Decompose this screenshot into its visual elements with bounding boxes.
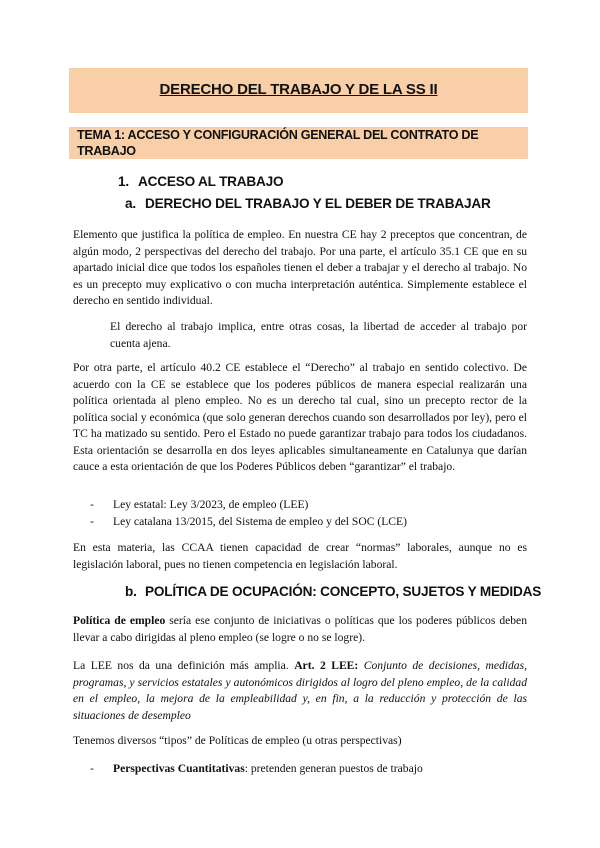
- section-number: 1.: [118, 174, 129, 189]
- subsection-number: b.: [125, 584, 137, 599]
- topic-title-banner: [69, 127, 528, 159]
- article-reference: Art. 2 LEE:: [294, 659, 359, 672]
- paragraph: Tenemos diversos “tipos” de Políticas de empleo (u otras perspectivas): [73, 734, 402, 747]
- topic-title: TEMA 1: ACCESO Y CONFIGURACIÓN GENERAL DEL CONTRATO DE TRABAJO: [77, 127, 479, 158]
- main-title-banner: [69, 68, 528, 113]
- paragraph-definition: [73, 658, 527, 724]
- document-title: DERECHO DEL TRABAJO Y DE LA SS II: [159, 81, 438, 99]
- paragraph-text: La LEE nos da una definición más amplia.: [73, 659, 295, 672]
- list-item: - Ley estatal: Ley 3/2023, de empleo (LEE): [90, 497, 407, 514]
- list-item-text: : pretenden generan puestos de trabajo: [244, 762, 423, 775]
- section-title: ACCESO AL TRABAJO: [138, 174, 284, 189]
- paragraph-text: sería ese conjunto de iniciativas o políticas que los poderes públicos deben llevar a cabo dirigidas al pleno empleo (se logre o no se logre).: [73, 614, 527, 644]
- section-heading-acceso: [118, 174, 283, 191]
- perspectives-list: [90, 761, 423, 778]
- subsection-title: DERECHO DEL TRABAJO Y EL DEBER DE TRABAJAR: [145, 196, 491, 211]
- subsection-title: POLÍTICA DE OCUPACIÓN: CONCEPTO, SUJETOS Y MEDIDAS: [145, 584, 542, 599]
- list-item: [90, 761, 423, 778]
- subsection-number: a.: [125, 196, 136, 211]
- list-item: - Ley catalana 13/2015, del Sistema de empleo y del SOC (LCE): [90, 514, 407, 531]
- term-bold: Perspectivas Cuantitativas: [113, 762, 245, 775]
- indented-paragraph: El derecho al trabajo implica, entre otras cosas, la libertad de acceder al trabajo por cuenta ajena.: [110, 320, 527, 350]
- paragraph-politica-empleo: [73, 613, 527, 646]
- laws-list: [90, 497, 407, 530]
- term-bold: Política de empleo: [73, 614, 166, 627]
- paragraph: Elemento que justifica la política de empleo. En nuestra CE hay 2 preceptos que concentran, de algún modo, 2 perspectivas del derecho del trabajo. Por una parte, el artículo 35.1 CE que en su apartado inicial dice que todos los españoles tienen el deber a trabajar y el derecho al trabajo. No es un precepto muy explicativo o con mucha interpretación auténtica. Simplemente establece el derecho en sentido individual.: [73, 228, 527, 307]
- paragraph: En esta materia, las CCAA tienen capacidad de crear “normas” laborales, aunque no es legislación laboral, pues no tienen competencia en legislación laboral.: [73, 541, 527, 571]
- definition-quote: Conjunto de decisiones, medidas, programas, y servicios estatales y autonómicos dirigidos al logro del pleno empleo, de la calidad en el empleo, la mejora de la empleabilidad y, en fin, a la reducción y protección de las situaciones de desempleo: [73, 659, 528, 722]
- subsection-heading-a: [125, 196, 491, 213]
- subsection-heading-b: [125, 584, 541, 601]
- paragraph: Por otra parte, el artículo 40.2 CE establece el “Derecho” al trabajo en sentido colectivo. De acuerdo con la CE se establece que los poderes públicos de manera especial realizarán una política orientada al pleno empleo. No es un derecho tal cual, sino un precepto rector de la política social y económica (que solo generan derechos cuando son desarrollados por ley), pero el TC ha matizado su sentido. Pero el Estado no puede garantizar trabajo para todos los ciudadanos. Esta orientación se desarrolla en dos leyes aplicables simultaneamente en Catalunya que darían cauce a esta orientación de que los Poderes Públicos deben “garantizar” el trabajo.: [73, 361, 527, 473]
